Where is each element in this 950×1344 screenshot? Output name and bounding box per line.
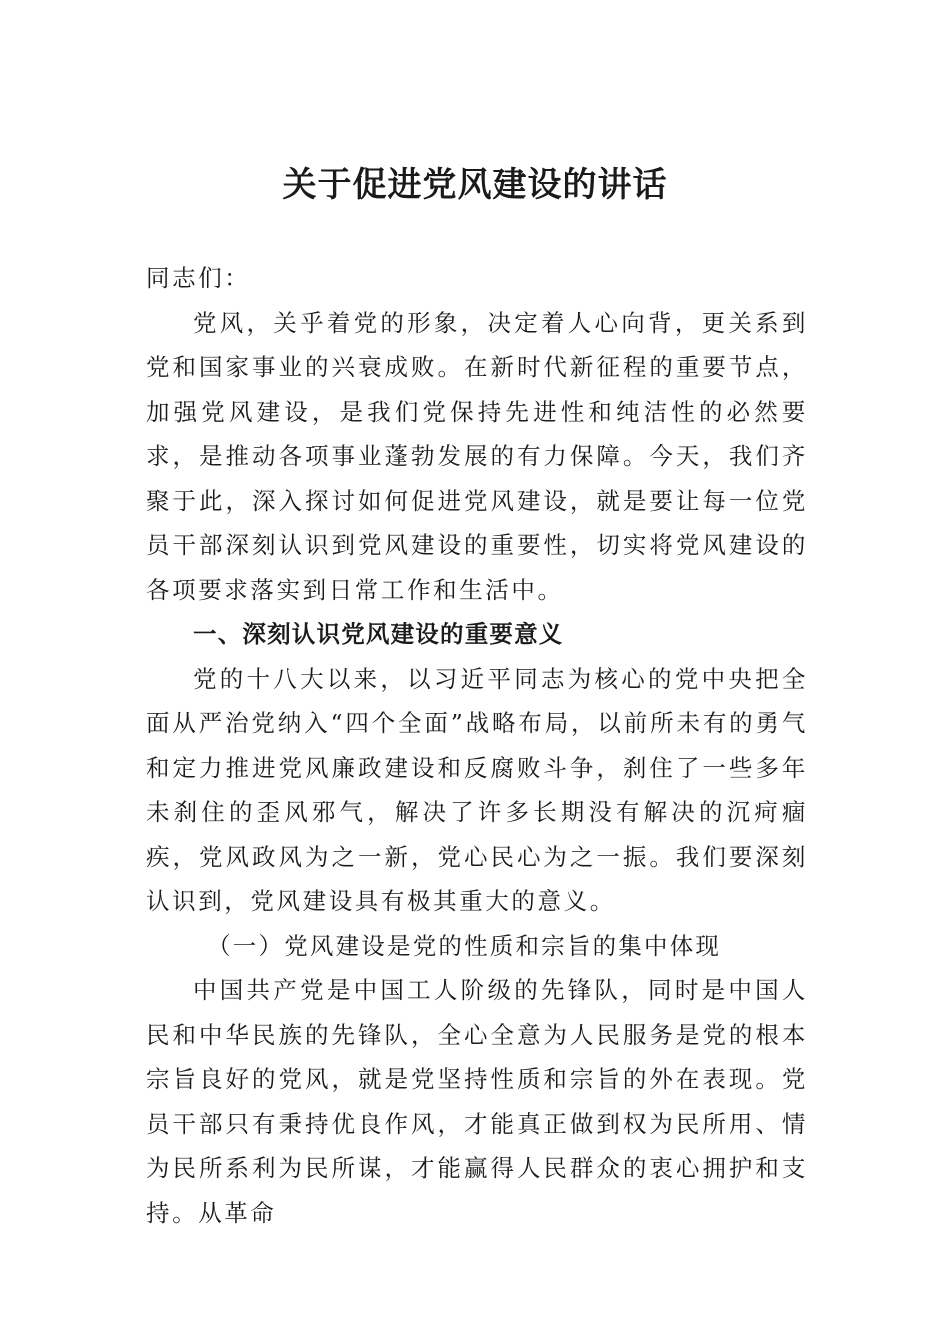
document-title: 关于促进党风建设的讲话 [282, 165, 668, 205]
greeting: 同志们： [146, 264, 251, 292]
subsection-heading-1: （一）党风建设是党的性质和宗旨的集中体现 [207, 931, 722, 960]
section-heading-1: 一、深刻认识党风建设的重要意义 [193, 620, 564, 648]
intro-paragraph: 党风，关乎着党的形象，决定着人心向背，更关系到党和国家事业的兴衰成败。在新时代新征程的重要节点，加强党风建设，是我们党保持先进性和纯洁性的必然要求，是推动各项事业蓬勃发展的有力保障。今天，我们齐聚于此，深入探讨如何促进党风建设，就是要让每一位党员干部深刻认识到党风建设的重要性，切实将党风建设的各项要求落实到日常工作和生活中。 [146, 308, 808, 604]
subsection-1-paragraph: 中国共产党是中国工人阶级的先锋队，同时是中国人民和中华民族的先锋队，全心全意为人民服务是党的根本宗旨良好的党风，就是党坚持性质和宗旨的外在表现。党员干部只有秉持优良作风，才能真正做到权为民所用、情为民所系利为民所谋，才能赢得人民群众的衷心拥护和支持。从革命 [146, 976, 808, 1227]
document-body [146, 256, 808, 1235]
section-1-paragraph: 党的十八大以来，以习近平同志为核心的党中央把全面从严治党纳入“四个全面”战略布局，以前所未有的勇气和定力推进党风廉政建设和反腐败斗争，刹住了一些多年未刹住的歪风邪气，解决了许多长期没有解决的沉疴痼疾，党风政风为之一新，党心民心为之一振。我们要深刻认识到，党风建设具有极其重大的意义。 [146, 664, 808, 915]
